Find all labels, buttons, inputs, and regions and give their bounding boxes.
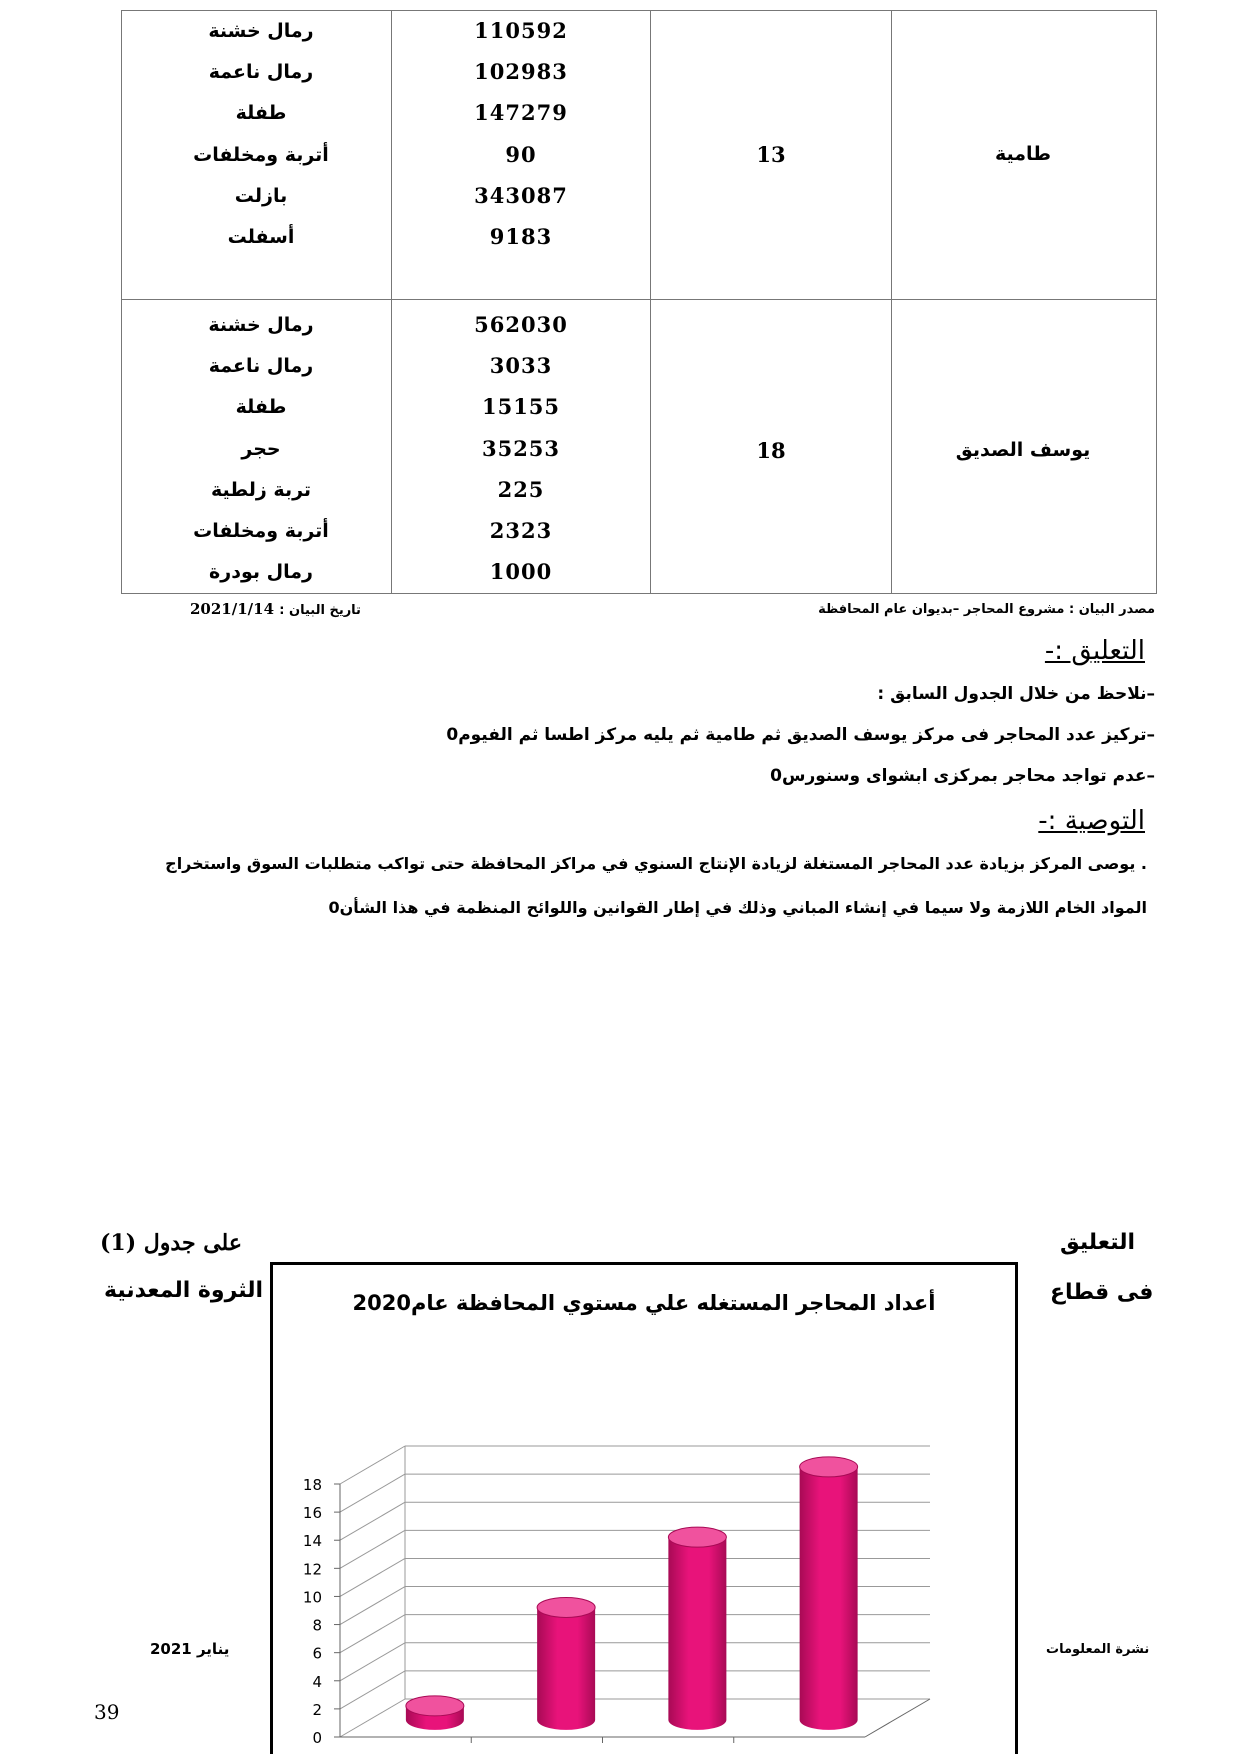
material-name: رمال خشنة: [208, 314, 314, 336]
bar: [406, 1696, 464, 1730]
y-tick-label: 16: [302, 1504, 322, 1523]
gridline-side: [340, 1615, 405, 1653]
y-tick-label: 12: [302, 1560, 322, 1579]
date-value: 2021/1/14: [190, 600, 275, 618]
material-value: 562030: [474, 312, 568, 337]
floor-edge: [865, 1699, 930, 1737]
material-name: تربة زلطية: [210, 479, 312, 501]
material-value: 2323: [489, 518, 553, 543]
table-col-divider: [891, 10, 892, 594]
y-tick-label: 10: [302, 1588, 322, 1607]
gridline-side: [340, 1558, 405, 1596]
bar-top: [800, 1457, 858, 1477]
material-value: 90: [505, 142, 537, 167]
material-value: 102983: [474, 59, 568, 84]
gridline-side: [340, 1671, 405, 1709]
recommendation-line: . يوصى المركز بزيادة عدد المحاجر المستغلة لزيادة الإنتاج السنوي في مراكز المحافظة حتى تواكب متطلبات السوق واستخراج: [165, 854, 1147, 873]
y-tick-label: 14: [302, 1532, 322, 1551]
material-name: أتربة ومخلفات: [193, 520, 329, 542]
comment-heading: التعليق :-: [1044, 636, 1145, 666]
material-name: حجر: [241, 438, 281, 460]
bar-top: [537, 1597, 595, 1617]
center-name: يوسف الصديق: [955, 439, 1091, 461]
gridline-side: [340, 1446, 405, 1484]
side-label-left-bottom: الثروة المعدنية: [104, 1278, 264, 1303]
material-name: رمال خشنة: [208, 20, 314, 42]
material-name: أتربة ومخلفات: [193, 144, 329, 166]
table-row-divider: [121, 299, 1157, 300]
center-name: طامية: [994, 143, 1052, 165]
page-number: 39: [94, 1700, 120, 1724]
bar: [668, 1527, 726, 1730]
y-tick-label: 18: [302, 1476, 322, 1494]
side-label-left-top: على جدول (1): [100, 1230, 242, 1256]
y-tick-label: 4: [312, 1672, 322, 1691]
gridline-side: [340, 1530, 405, 1568]
bar: [537, 1597, 595, 1729]
recommendation-line: المواد الخام اللازمة ولا سيما في إنشاء المباني وذلك في إطار القوانين واللوائح المنظمة في هذا الشأن0: [328, 898, 1147, 917]
quarry-count: 13: [756, 142, 786, 167]
gridline-side: [340, 1474, 405, 1512]
footer-publication: نشرة المعلومات: [1046, 1642, 1150, 1657]
material-name: رمال ناعمة: [208, 61, 314, 83]
gridline-side: [340, 1587, 405, 1625]
y-tick-label: 2: [312, 1700, 322, 1719]
side-label-right-bottom: فى قطاع: [1050, 1280, 1154, 1305]
side-label-right-top: التعليق: [1060, 1230, 1135, 1255]
material-value: 225: [497, 477, 545, 502]
material-value: 1000: [489, 559, 553, 584]
material-value: 343087: [474, 183, 568, 208]
gridline-side: [340, 1643, 405, 1681]
date-note: [190, 600, 361, 618]
quarry-count: 18: [756, 438, 786, 463]
table-col-divider: [391, 10, 392, 594]
y-tick-label: 8: [312, 1616, 322, 1635]
quarries-table: [121, 10, 1157, 594]
table-border-right: [1156, 10, 1157, 594]
material-name: أسفلت: [227, 226, 295, 248]
bar-body: [800, 1467, 858, 1730]
table-border-top: [121, 10, 1157, 11]
table-col-divider: [650, 10, 651, 594]
recommendation-heading: التوصية :-: [1038, 806, 1145, 836]
material-name: طفلة: [235, 102, 287, 124]
chart-bars: [406, 1457, 858, 1730]
material-value: 35253: [481, 436, 561, 461]
material-value: 147279: [474, 100, 568, 125]
material-name: رمال بودرة: [209, 561, 313, 583]
table-border-bottom: [121, 593, 1157, 594]
material-name: طفلة: [235, 396, 287, 418]
gridline-side: [340, 1502, 405, 1540]
footer-date: يناير 2021: [150, 1640, 230, 1658]
material-value: 15155: [481, 394, 561, 419]
comment-line: –نلاحظ من خلال الجدول السابق :: [877, 684, 1155, 704]
gridline-side: [340, 1699, 405, 1737]
comment-line: –عدم تواجد محاجر بمركزى ابشواى وسنورس0: [770, 766, 1155, 786]
y-tick-label: 6: [312, 1644, 322, 1663]
quarries-bar-chart: [270, 1262, 1018, 1754]
material-name: رمال ناعمة: [208, 355, 314, 377]
material-name: بازلت: [234, 185, 288, 207]
chart-y-ticks: [303, 1476, 322, 1747]
date-label: تاريخ البيان :: [279, 603, 361, 618]
material-value: 110592: [474, 18, 568, 43]
bar-body: [537, 1607, 595, 1729]
source-note: مصدر البيان : مشروع المحاجر –بديوان عام المحافظة: [818, 602, 1155, 617]
material-value: 9183: [489, 224, 553, 249]
comment-line: –تركيز عدد المحاجر فى مركز يوسف الصديق ثم طامية ثم يليه مركز اطسا ثم الفيوم0: [446, 725, 1155, 745]
table-border-left: [121, 10, 122, 594]
bar-top: [406, 1696, 464, 1716]
material-value: 3033: [489, 353, 553, 378]
bar-top: [668, 1527, 726, 1547]
chart-title: أعداد المحاجر المستغله علي مستوي المحافظة عام2020: [352, 1291, 936, 1315]
bar: [800, 1457, 858, 1730]
bar-body: [668, 1537, 726, 1730]
y-tick-label: 0: [312, 1729, 322, 1747]
